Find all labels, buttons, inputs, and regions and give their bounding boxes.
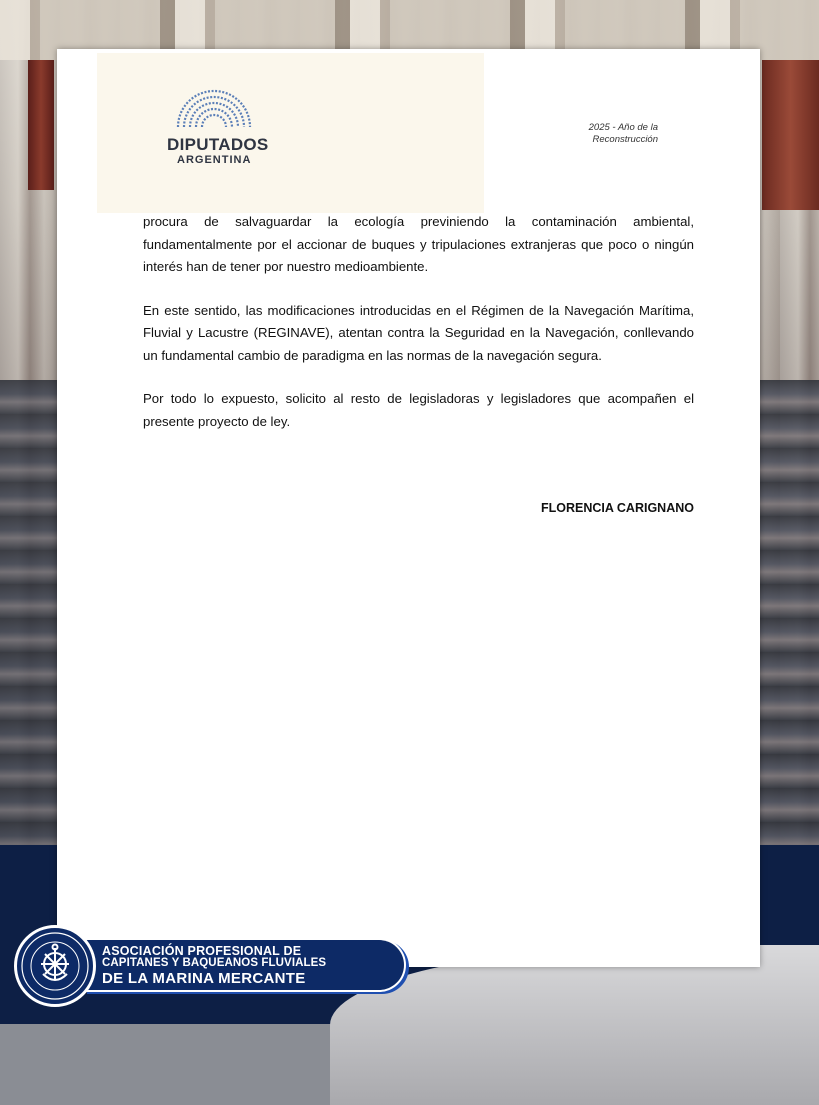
seats-left [0, 380, 58, 850]
association-banner [84, 938, 406, 992]
chamber-dome-icon [174, 89, 254, 129]
paragraph-1: procura de salvaguardar la ecología previniendo la contaminación ambiental, fundamentalmente por el accionar de buques y tripulaciones extranjeras que poco o ningún interés han de tener por nuestro medioambiente. [143, 214, 694, 274]
logo-subtitle: ARGENTINA [177, 154, 252, 166]
document-page [57, 49, 760, 967]
year-note-line2: Reconstrucción [592, 134, 658, 145]
logo-panel [97, 53, 484, 213]
logo-title: DIPUTADOS [167, 135, 269, 154]
association-line3: DE LA MARINA MERCANTE [102, 970, 306, 987]
seats-right [760, 380, 819, 850]
association-line1: ASOCIACIÓN PROFESIONAL DE [102, 944, 302, 958]
paragraph-2: En este sentido, las modificaciones introducidas en el Régimen de la Navegación Marítima, Fluvial y Lacustre (REGINAVE), atentan contra la Seguridad en la Navegación, conllevando un fundamental cambio de paradigma en las normas de la navegación segura. [143, 302, 694, 363]
anchor-wheel-icon [17, 928, 93, 1004]
curtain-right [762, 60, 819, 210]
association-seal [14, 925, 96, 1007]
document-body [143, 211, 694, 454]
curtain-left [28, 60, 54, 190]
year-note [458, 122, 658, 146]
paragraph-3: Por todo lo expuesto, solicito al resto de legisladoras y legisladores que acompañen el presente proyecto de ley. [143, 391, 694, 429]
signature: FLORENCIA CARIGNANO [540, 501, 694, 515]
association-line2: CAPITANES Y BAQUEANOS FLUVIALES [102, 957, 327, 969]
year-note-line1: 2025 - Año de la [588, 122, 658, 133]
